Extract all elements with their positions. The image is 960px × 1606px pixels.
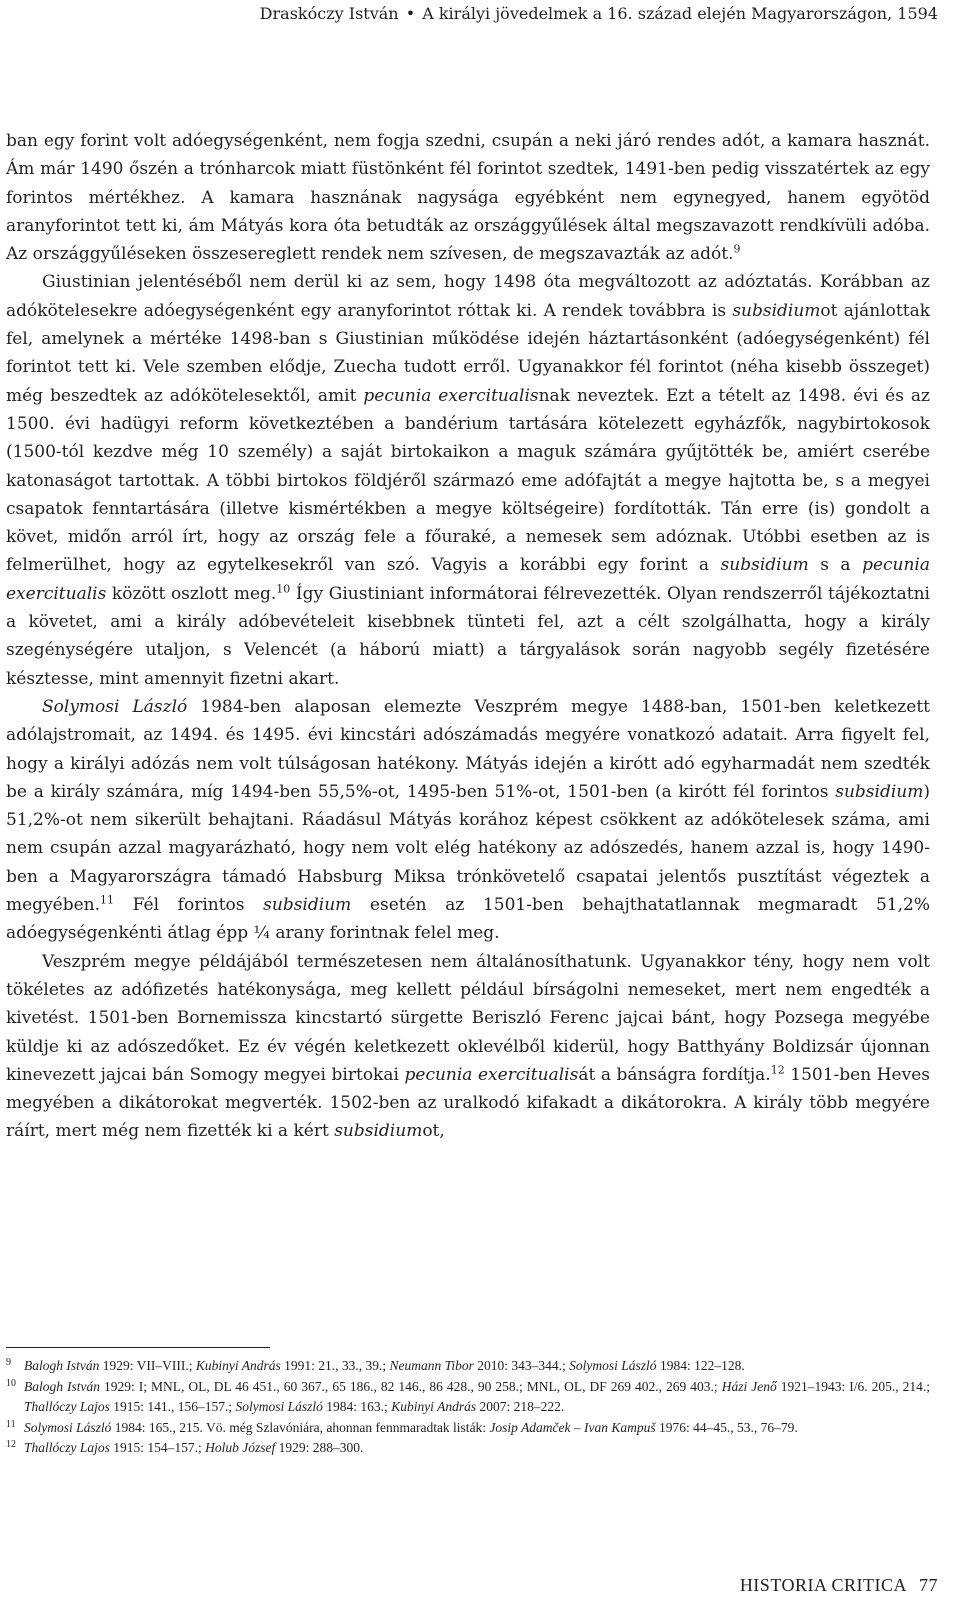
footnote-9: 9 Balogh István 1929: VII–VIII.; Kubinyi András 1991: 21., 33., 39.; Neumann Tibor 2010: 343–344.; Solymosi László 1984: 122–128. — [6, 1357, 745, 1373]
paragraph-4: Veszprém megye példájából természetesen nem általánosíthatunk. Ugyanakkor tény, hogy nem volt tökéletes az adófizetés hatékonysága, meg kellett például bírságolni nemeseket, mert nem engedték a kivetést. 1501-ben Bornemissza kincstartó sürgette Beriszló Ferenc jajcai bánt, hogy Pozsega megyébe küldje ki az adószedőket. Ez év végén keletkezett oklevélből kiderül, hogy Batthyány Boldizsár újonnan kinevezett jajcai bán Somogy megyei birtokai pecunia exercitualisát a bánságra fordítja.$^{12}$ 1501-ben Heves megyében a dikátorokat megverték. 1502-ben az uralkodó kifakadt a dikátorokra. A király több megyére ráírt, mert még nem fizették ki a kért subsidiumot, — [6, 951, 931, 1142]
footnote-divider — [6, 1347, 270, 1348]
body-text — [6, 127, 930, 1146]
footnote-11: 11 Solymosi László 1984: 165., 215. Vö. még Szlavóniára, ahonnan fennmaradtak listák: Josip Adamček – Ivan Kampuš 1976: 44–45., 53., 76–79. — [6, 1418, 798, 1435]
footnote-10: 10 Balogh István 1929: I; MNL, OL, DL 46 451., 60 367., 65 186., 82 146., 86 428., 90 258.; MNL, OL, DF 269 402., 269 403.; Házi Jenő 1921–1943: I/6. 205., 214.; Thallóczy Lajos 1915: 141., 156–157.; Solymosi László 1984: 163.; Kubinyi András 2007: 218–222. — [6, 1377, 930, 1414]
page-number: 77 — [919, 1575, 938, 1595]
footnote-ref-9: 9 — [733, 242, 741, 256]
journal-name: HISTORIA CRITICA — [739, 1575, 907, 1595]
header-title: A királyi jövedelmek a 16. század elején Magyarországon, 1594 — [422, 4, 938, 23]
footnotes — [6, 1356, 930, 1459]
header-author: Draskóczy István — [259, 4, 399, 23]
footnote-ref-10: 10 — [276, 582, 291, 596]
running-header — [0, 4, 938, 23]
paragraph-3: Solymosi László 1984-ben alaposan elemezte Veszprém megye 1488-ban, 1501-ben keletkezett adólajstromait, az 1494. és 1495. évi kincstári adószámadás megyére vonatkozó adatait. Arra figyelt fel, hogy a királyi adózás nem volt túlságosan hatékony. Mátyás idején a kirótt adó egyharmadát nem szedték be a király számára, míg 1494-ben 55,5%-ot, 1495-ben 51%-ot, 1501-ben (a kirótt fél forintos subsidium) 51,2%-ot nem sikerült behajtani. Ráadásul Mátyás korához képest csökkent az adókötelesek száma, ami nem csupán azzal magyarázható, hogy nem volt elég hatékony az adószedés, hanem azzal is, hogy 1490-ben a Magyarországra támadó Habsburg Miksa trónkövetelő csapatai jelentős pusztítást végeztek a megyében.$^{11}$ Fél forintos subsidium esetén az 1501-ben behajthatatlannak megmaradt 51,2% adóegységenkénti átlag épp ¼ arany forintnak felel meg. — [6, 696, 930, 944]
header-separator: • — [405, 4, 416, 23]
footnote-12: 12 Thallóczy Lajos 1915: 154–157.; Holub József 1929: 288–300. — [6, 1439, 364, 1455]
footnote-ref-11: 11 — [100, 893, 115, 907]
page-footer — [740, 1575, 938, 1596]
paragraph-2: Giustinian jelentéséből nem derül ki az sem, hogy 1498 óta megváltozott az adóztatás. Korábban az adókötelesekre adóegységenként egy aranyforintot róttak ki. A rendek továbbra is subsidiumot ajánlottak fel, amelynek a mértéke 1498-ban s Giustinian működése idején háztartásonként (adóegységenként) fél forintot tett ki. Vele szemben elődje, Zuecha tudott erről. Ugyanakkor fél forintot (néha kisebb összeget) még beszedtek az adókötelesektől, amit pecunia exercitualisnak neveztek. Ezt a tételt az 1498. évi és az 1500. évi hadügyi reform következtében a bandérium tartására kötelezett egyházfők, nagybirtokosok (1500-tól kezdve még 10 személy) a saját birtokaikon a maguk számára gyűjtötték be, amiért cserébe katonaságot tartottak. A többi birtokos földjéről származó eme adófajtát a megye hajtotta be, s a megyei csapatok fenntartására (illetve kismértékben a megye költségeire) fordították. Tán erre (is) gondolt a követ, midőn arról írt, hogy az ország fele a főuraké, a nemesek sem adóznak. Utóbbi esetben az is felmerülhet, hogy az egytelkesekről van szó. Vagyis a korábbi egy forint a subsidium s a pecunia exercitualis között oszlott meg.$^{10}$ Így Giustiniant informátorai félrevezették. Olyan rendszerről tájékoztatni a követet, ami a király adóbevételeit kisebbnek tünteti fel, azt a célt szolgálhatta, hogy a király szegénységére utaljon, s Velencét (a háború miatt) a tárgyalások során nagyobb segély fizetésére késztesse, mint amennyit fizetni akart. — [6, 272, 931, 689]
footnote-ref-12: 12 — [770, 1063, 785, 1077]
paragraph-1: ban egy forint volt adóegységenként, nem fogja szedni, csupán a neki járó rendes adót, a kamara hasznát. Ám már 1490 őszén a trónharcok miatt füstönként fél forintot szedtek, 1491-ben pedig visszatértek az egy forintos mértékhez. A kamara hasznának nagysága egyébként nem egynegyed, hanem egyötöd aranyforintot tett ki, ám Mátyás kora óta betudták az országgyűlések által megszavazott rendkívüli adóba. Az országgyűléseken összesereglett rendek nem szívesen, de megszavazták az adót.$^9$ — [6, 131, 930, 265]
